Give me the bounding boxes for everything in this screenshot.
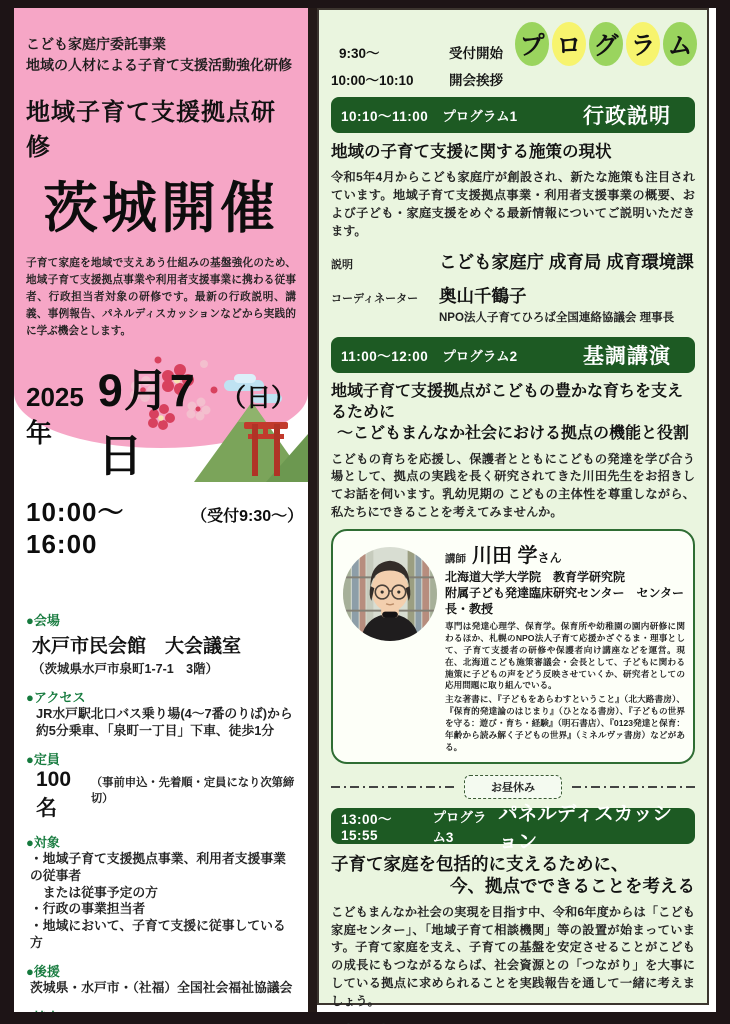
speaker-bio1: 専門は発達心理学、保育学。保育所や幼稚園の園内研修に関わるほか、札幌のNPO法人子育て応援かざぐるま・理事として、子育て支援者の研修や保護者向け講座などを運営。現在、北海道こども施策審議会・会長として、子どもに関わる施策に子どもの声をどう反映させていくか、研究者としての応用問題に取り組んでいる。 — [445, 621, 685, 691]
capacity-section — [26, 749, 296, 822]
program-panel — [317, 8, 709, 1008]
capacity-value: 100名 — [36, 768, 72, 821]
support-section — [26, 961, 296, 997]
program3-body: こどもまんなか社会の実現を目指す中、令和6年度からは「こども家庭センター」、「地域子育て相談機関」等の設置が始まっています。子育て家庭を支え、子育ての基盤を安定させることがこどもの成長にもつながるならば、社会資源との「つながり」を大事にしている拠点に求められることを実践報告を通して一緒に考えましょう。 — [331, 905, 695, 1008]
schedule-time: 9:30～ — [339, 46, 380, 61]
cooperation-section — [26, 1007, 296, 1012]
program1-role1 — [331, 249, 695, 274]
program1-time: 10:10～11:00 — [341, 109, 429, 124]
program3-bar — [331, 802, 695, 853]
target-item: ・地域において、子育て支援に従事している方 — [30, 917, 286, 950]
program-title-char: ラ — [626, 22, 660, 66]
role-label: コーディネーター — [331, 293, 419, 306]
program3-heading — [331, 853, 695, 899]
program3-heading-line1: 子育て家庭を包括的に支えるために、 — [331, 853, 629, 874]
access-line1: JR水戸駅北口バス乗り場(4～7番のりば)から — [36, 705, 293, 721]
target-item: ・行政の事業担当者 — [30, 901, 146, 917]
program2-time: 11:00～12:00 — [341, 349, 429, 365]
program2-heading-line2: ～こどもまんなか社会における拠点の機能と役割 — [336, 424, 689, 442]
panelist-label — [331, 1020, 695, 1024]
dash-line — [572, 786, 695, 788]
event-description: 子育て家庭を地域で支えあう仕組みの基盤強化のため、地域子育て支援拠点事業や利用者支援事業に携わる従事者、行政担当者対象の研修です。最新の行政説明、講義、事例報告、パネルディスカッションなどから実践的に学ぶ機会とします。 — [26, 257, 296, 337]
program-title-char: グ — [589, 22, 623, 66]
capacity-label: ●定員 — [26, 752, 60, 768]
schedule-label: 受付開始 — [449, 46, 503, 61]
speaker-affiliation — [445, 570, 685, 617]
target-section — [26, 832, 296, 951]
program2-body: こどもの育ちを応援し、保護者とともにこどもの発達を学び合う場として、拠点の実践を長く研究されてきた川田先生をお招きしてお話を伺います。乳幼児期の こどもの主体性を尊重しながら、私たちにできることを考えてみませんか。 — [331, 451, 695, 519]
program2-heading — [331, 382, 695, 444]
event-subtitle: 地域子育て支援拠点研修 — [26, 99, 276, 161]
support-value: 茨城県・水戸市・（社福）全国社会福祉協議会 — [30, 980, 293, 996]
access-section — [26, 687, 296, 740]
venue-label: ●会場 — [26, 612, 60, 628]
program3-name: パネルディスカッション — [498, 802, 673, 853]
program1-name: 行政説明 — [583, 105, 671, 128]
speaker-role-label: 講師 — [445, 553, 466, 566]
speaker-honorific: さん — [537, 551, 562, 566]
venue-name: 水戸市民会館 大会議室 — [32, 635, 242, 657]
event-date — [26, 354, 296, 484]
program1-role2-note: NPO法人子育てひろば全国連絡協議会 理事長 — [439, 312, 675, 325]
time-range: 10:00～16:00 — [26, 496, 125, 559]
program1-tag: プログラム1 — [442, 109, 518, 124]
program2-name: 基調講演 — [583, 345, 671, 369]
speaker-card — [331, 529, 695, 763]
event-time — [26, 492, 304, 560]
left-column — [14, 8, 308, 1012]
program1-role2 — [331, 283, 695, 308]
speaker-affil-line2: 附属子ども発達臨床研究センター センター長・教授 — [445, 585, 685, 616]
schedule-row — [331, 69, 695, 89]
date-day: 9月7日 — [97, 364, 196, 481]
event-title: 茨城開催 — [42, 177, 279, 239]
date-year: 2025年 — [26, 381, 84, 448]
program2-tag: プログラム2 — [442, 349, 518, 365]
reception-time-note: （受付9:30～） — [191, 507, 304, 525]
column-divider — [308, 8, 317, 1012]
program3-tag: プログラム3 — [432, 809, 487, 845]
support-label: ●後援 — [26, 964, 60, 980]
speaker-bio2: 主な著書に、『子どもをあらわすということ』（北大路書房）、『保育的発達論のはじまり』（ひとなる書房）、『子どもの世界を守る：遊び・育ち・経験』（明石書店）、『0123発達と保育：年齢から読み解く子どもの世界』（ミネルヴァ書房）などがある。 — [445, 694, 685, 752]
program-title-char: ロ — [552, 22, 586, 66]
date-weekday: （日） — [220, 383, 296, 412]
commission-note-line2: 地域の人材による子育て支援活動強化研修 — [26, 57, 292, 73]
target-item: ・地域子育て支援拠点事業、利用者支援事業の従事者 — [30, 851, 286, 884]
commission-note — [26, 34, 296, 76]
commission-note-line1: こども家庭庁委託事業 — [26, 36, 166, 52]
access-label: ●アクセス — [26, 689, 86, 705]
lunch-break-divider — [331, 775, 695, 799]
program-title — [515, 22, 697, 66]
speaker-affil-line1: 北海道大学大学院 教育学研究院 — [445, 570, 626, 585]
role-label: 説明 — [331, 259, 353, 272]
venue-address: （茨城県水戸市泉町1-7-1 3階） — [32, 661, 219, 676]
program2-heading-line1: 地域子育て支援拠点がこどもの豊かな育ちを支えるために — [331, 383, 684, 421]
role-name: 奥山千鶴子 — [439, 286, 527, 307]
target-label: ●対象 — [26, 835, 60, 851]
program1-body: 令和5年4月からこども家庭庁が創設され、新たな施策も注目されています。地域子育て支援拠点事業・利用者支援事業の概要、および子ども・家庭支援をめぐる最新情報についてご説明いただきます。 — [331, 170, 695, 238]
program1-bar — [331, 97, 695, 133]
program-title-char: プ — [515, 22, 549, 66]
schedule-label: 開会挨拶 — [449, 73, 503, 88]
program1-heading: 地域の子育て支援に関する施策の現状 — [331, 143, 612, 161]
role-name: こども家庭庁 成育局 成育環境課 — [439, 252, 694, 273]
venue-section — [26, 610, 296, 677]
cooperation-label — [26, 1007, 296, 1012]
access-line2: 約5分乗車、「泉町一丁目」下車、徒歩1分 — [36, 722, 275, 738]
speaker-name: 川田 学 — [472, 545, 538, 568]
program2-bar — [331, 337, 695, 373]
program3-time: 13:00～15:55 — [341, 812, 393, 844]
flyer-page — [14, 8, 716, 1012]
speaker-photo — [343, 547, 437, 641]
target-item: または従事予定の方 — [30, 884, 158, 900]
program-title-char: ム — [663, 22, 697, 66]
schedule-time: 10:00～10:10 — [331, 73, 414, 88]
capacity-note: （事前申込・先着順・定員になり次第締切） — [90, 777, 295, 806]
dash-line — [331, 786, 454, 788]
program3-heading-line2: 今、拠点でできることを考える — [450, 876, 695, 897]
lunch-break-label: お昼休み — [464, 775, 562, 799]
right-column — [317, 8, 716, 1012]
